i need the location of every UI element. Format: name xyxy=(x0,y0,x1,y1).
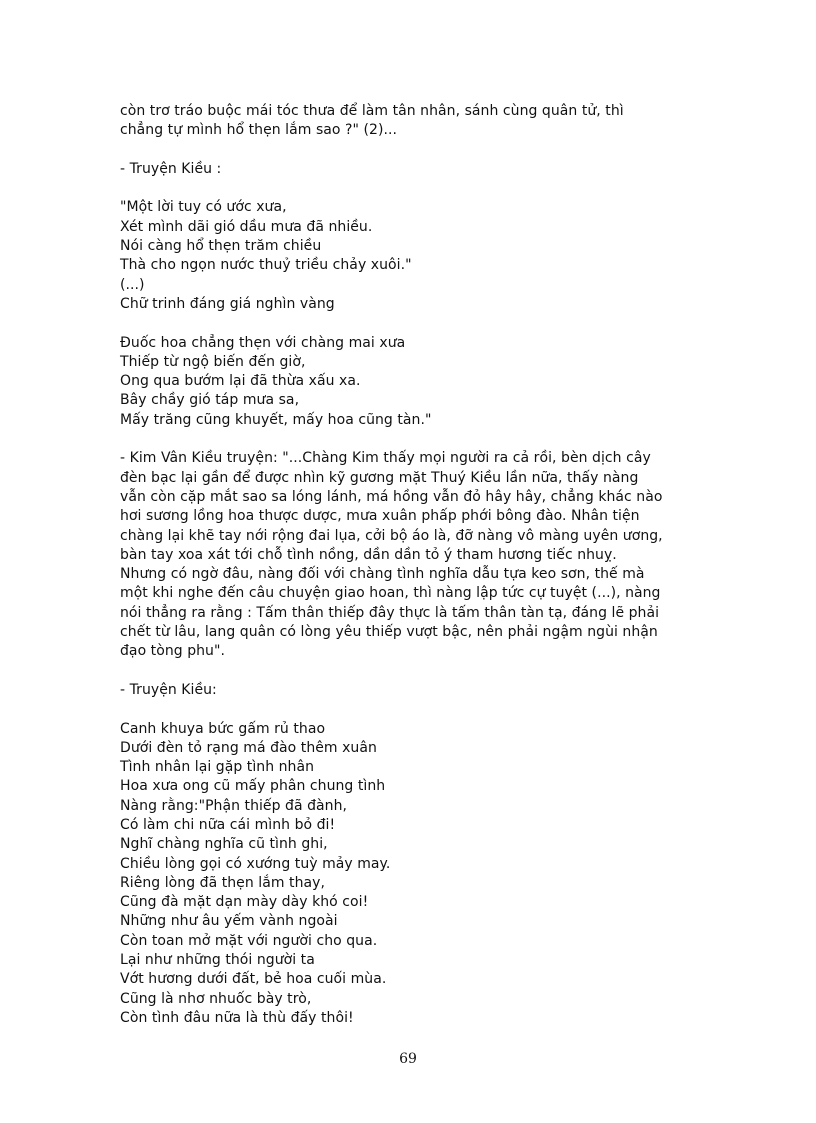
verse-line: "Một lời tuy có ước xưa, xyxy=(120,199,287,216)
verse-line: Đuốc hoa chẳng thẹn với chàng mai xưa xyxy=(120,334,406,351)
section-heading: - Truyện Kiều : xyxy=(120,160,222,177)
verse-line: Cũng là nhơ nhuốc bày trò, xyxy=(120,990,312,1007)
text-line: hơi sương lồng hoa thược dược, mưa xuân phấp phới bông đào. Nhân tiện xyxy=(120,508,640,525)
verse-line: Lại như những thói người ta xyxy=(120,952,315,969)
verse-line: Thà cho ngọn nước thuỷ triều chảy xuôi." xyxy=(120,257,412,274)
text-line: chàng lại khẽ tay nới rộng đai lụa, cởi bộ áo là, đỡ nàng vô màng uyên ương, xyxy=(120,527,663,544)
page-body xyxy=(120,102,710,1028)
verse-line: Dưới đèn tỏ rạng má đào thêm xuân xyxy=(120,739,377,756)
verse-line: Chữ trinh đáng giá nghìn vàng xyxy=(120,295,335,312)
verse-line: Hoa xưa ong cũ mấy phân chung tình xyxy=(120,778,386,795)
verse-line: Thiếp từ ngộ biến đến giờ, xyxy=(120,353,306,370)
text-line: vẫn còn cặp mắt sao sa lóng lánh, má hồng vẫn đỏ hây hây, chẳng khác nào xyxy=(120,488,663,505)
verse-line: Vớt hương dưới đất, bẻ hoa cuối mùa. xyxy=(120,971,387,988)
verse-line: Tình nhân lại gặp tình nhân xyxy=(120,759,315,776)
text-line: chết từ lâu, lang quân có lòng yêu thiếp vượt bậc, nên phải ngậm ngùi nhận xyxy=(120,624,658,641)
verse-line: Ong qua bướm lại đã thừa xấu xa. xyxy=(120,373,361,390)
paragraph-gap xyxy=(120,662,710,681)
verse-line: Còn toan mở mặt với người cho qua. xyxy=(120,932,378,949)
verse-line: Xét mình dãi gió dầu mưa đã nhiều. xyxy=(120,218,373,235)
poem-stanza-1 xyxy=(120,198,710,314)
verse-line: Những như âu yếm vành ngoài xyxy=(120,913,338,930)
text-line: đèn bạc lại gần để được nhìn kỹ gương mặt Thuý Kiều lần nữa, thấy nàng xyxy=(120,469,639,486)
poem-stanza-2 xyxy=(120,334,710,430)
verse-line: (...) xyxy=(120,276,145,293)
text-line: còn trơ tráo buộc mái tóc thưa để làm tân nhân, sánh cùng quân tử, thì xyxy=(120,103,624,119)
paragraph-gap xyxy=(120,314,710,333)
verse-line: Nàng rằng:"Phận thiếp đã đành, xyxy=(120,797,348,814)
text-line: - Kim Vân Kiều truyện: "...Chàng Kim thấy mọi người ra cả rồi, bèn dịch cây xyxy=(120,450,651,467)
text-line: chẳng tự mình hổ thẹn lắm sao ?" (2)... xyxy=(120,122,397,139)
poem-stanza-3 xyxy=(120,720,710,1029)
paragraph-gap xyxy=(120,430,710,449)
verse-line: Có làm chi nữa cái mình bỏ đi! xyxy=(120,816,336,833)
verse-line: Nghĩ chàng nghĩa cũ tình ghi, xyxy=(120,836,328,853)
page-number: 69 xyxy=(399,1051,417,1067)
verse-line: Mấy trăng cũng khuyết, mấy hoa cũng tàn." xyxy=(120,411,432,428)
verse-line: Nói càng hổ thẹn trăm chiều xyxy=(120,238,322,255)
text-line: bàn tay xoa xát tới chỗ tình nồng, dần dần tỏ ý tham hương tiếc nhuỵ. xyxy=(120,546,617,563)
text-line: nói thẳng ra rằng : Tấm thân thiếp đây thực là tấm thân tàn tạ, đáng lẽ phải xyxy=(120,604,660,621)
paragraph-gap xyxy=(120,700,710,719)
prose-paragraph xyxy=(120,449,710,661)
verse-line: Canh khuya bức gấm rủ thao xyxy=(120,720,326,737)
verse-line: Chiều lòng gọi có xướng tuỳ mảy may. xyxy=(120,855,391,872)
text-line: đạo tòng phu". xyxy=(120,643,225,660)
text-line: Nhưng có ngờ đâu, nàng đối với chàng tình nghĩa dẫu tựa keo sơn, thế mà xyxy=(120,566,645,583)
intro-paragraph xyxy=(120,102,710,141)
verse-line: Riêng lòng đã thẹn lắm thay, xyxy=(120,874,325,891)
verse-line: Cũng đà mặt dạn mày dày khó coi! xyxy=(120,894,369,911)
text-line: một khi nghe đến câu chuyện giao hoan, thì nàng lập tức cự tuyệt (...), nàng xyxy=(120,585,661,602)
paragraph-gap xyxy=(120,179,710,198)
section-heading: - Truyện Kiều: xyxy=(120,681,217,698)
verse-line: Bây chầy gió táp mưa sa, xyxy=(120,392,300,409)
paragraph-gap xyxy=(120,141,710,160)
verse-line: Còn tình đâu nữa là thù đấy thôi! xyxy=(120,1009,354,1026)
